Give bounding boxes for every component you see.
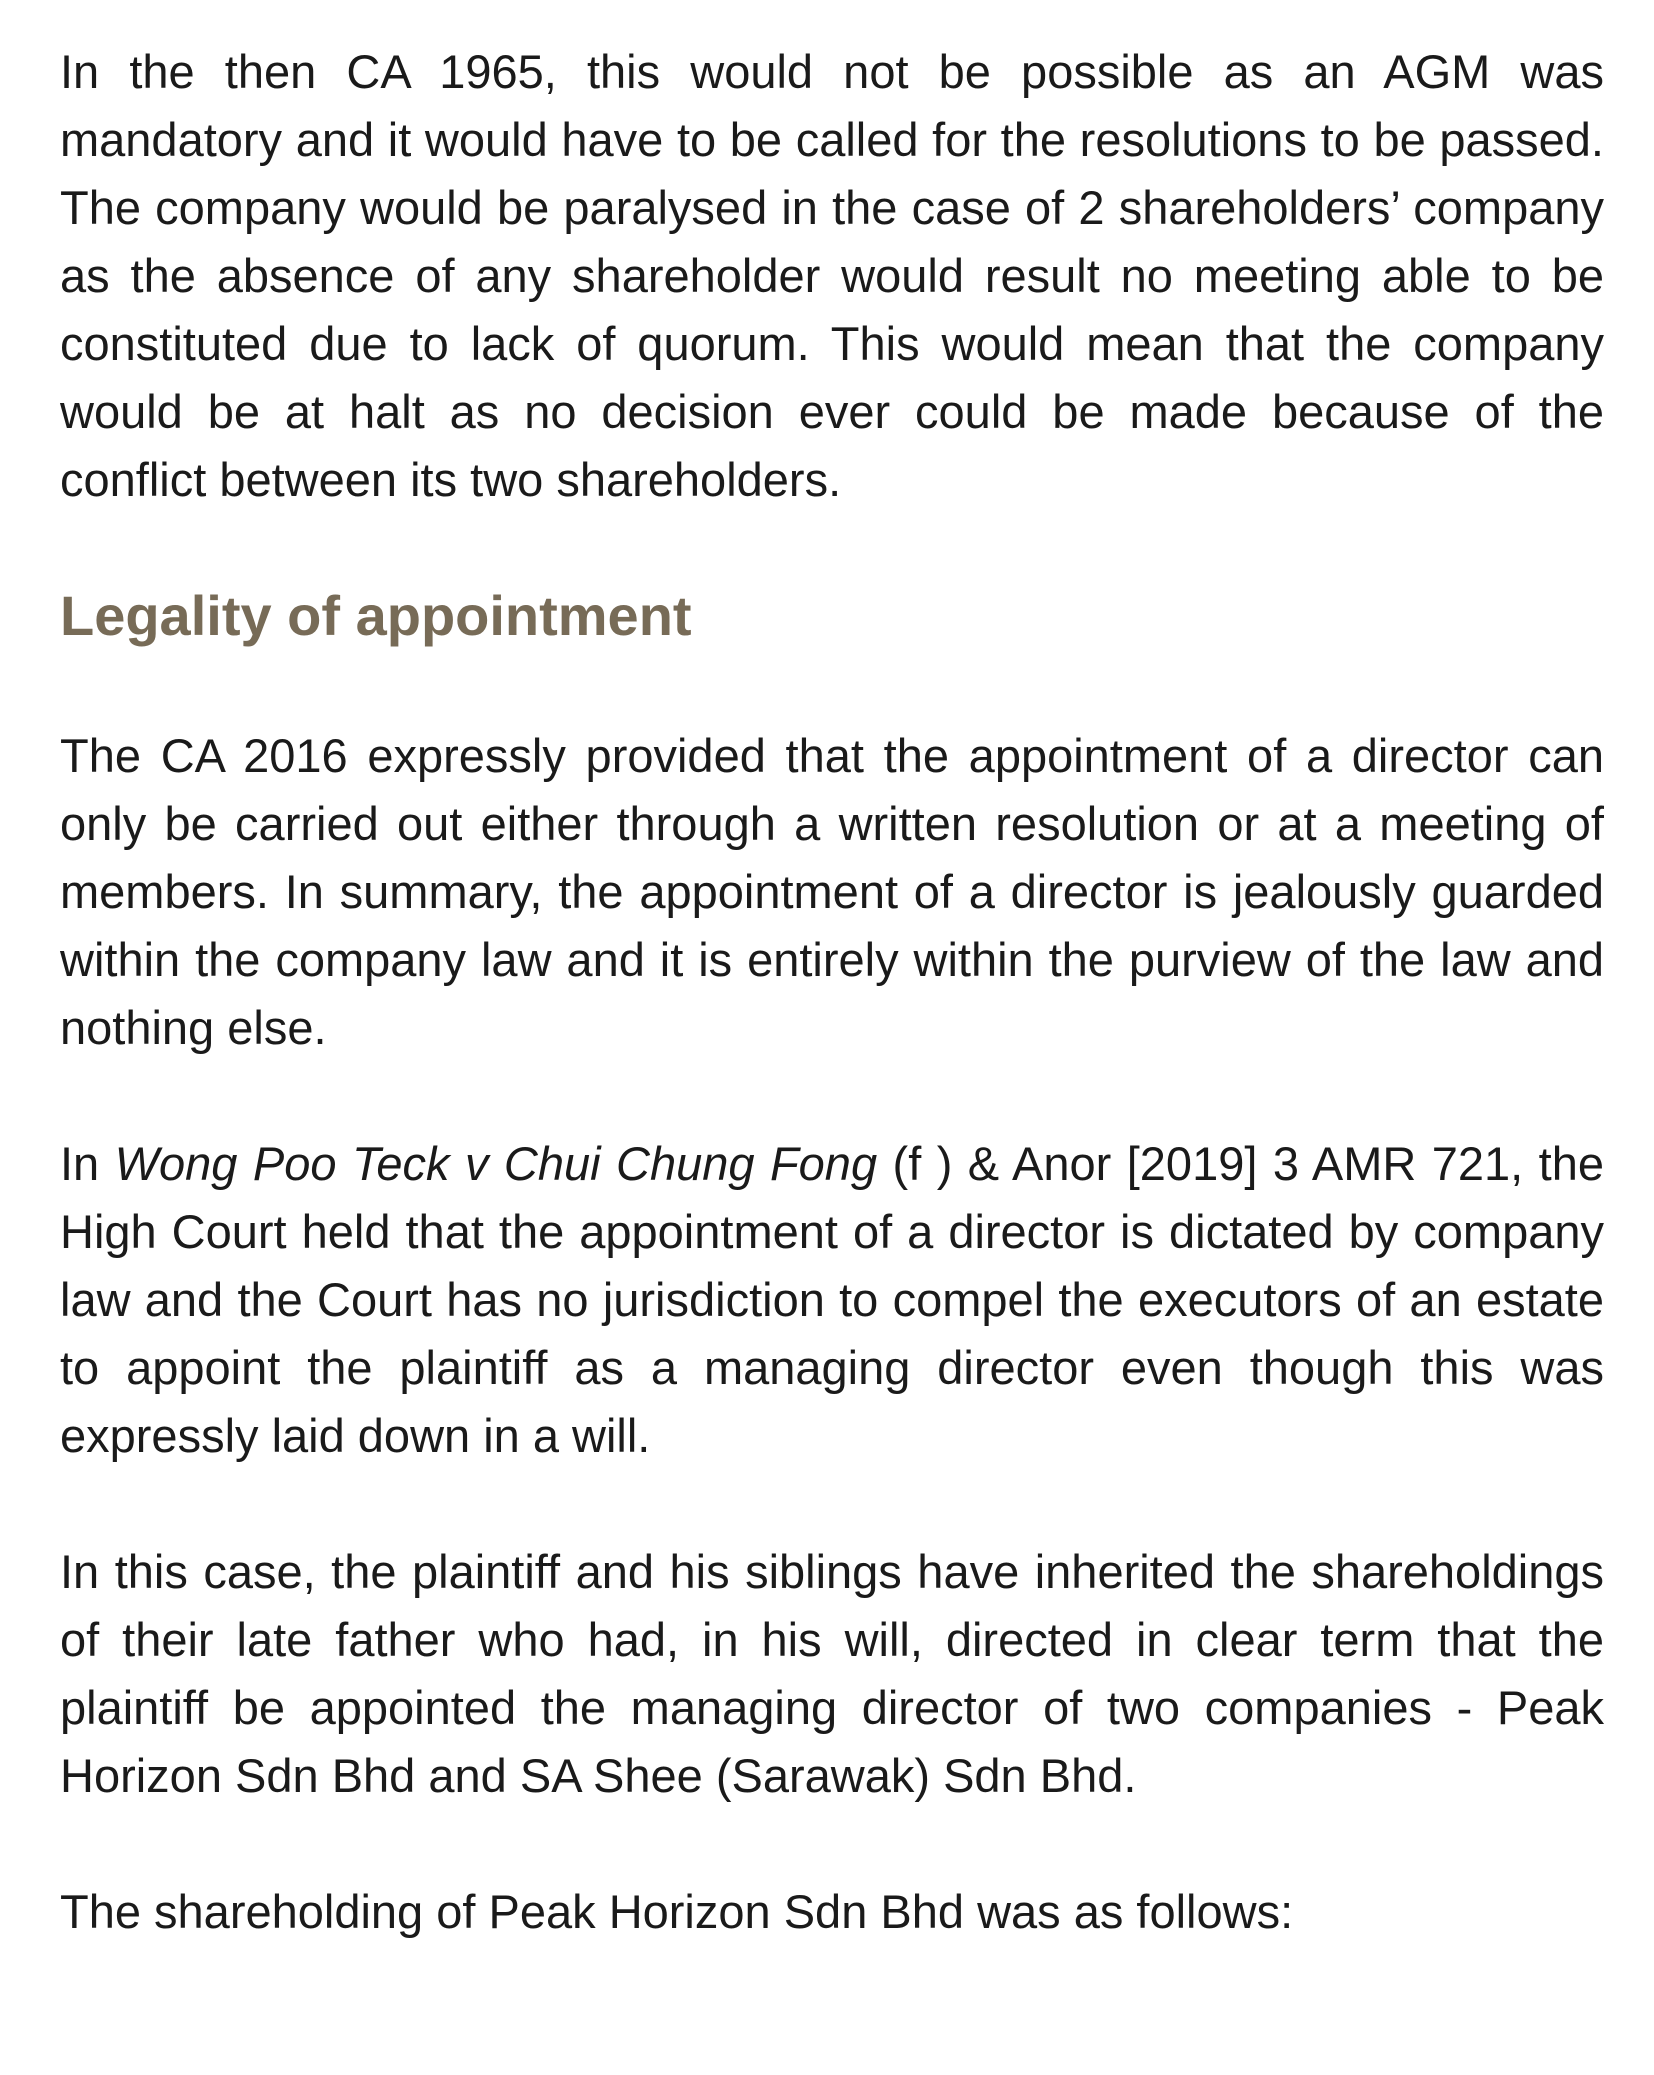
paragraph-ca1965: In the then CA 1965, this would not be possible as an AGM was mandatory and it would have to be called for the resolutions to be passed. The company would be paralysed in the case of 2 shareholders’ company as the absence of any shareholder would result no meeting able to be constituted due to lack of quorum. This would mean that the company would be at halt as no decision ever could be made because of the conflict between its two shareholders.	[60, 45, 1604, 506]
case-prefix: In	[60, 1137, 115, 1190]
paragraph-case-facts: In this case, the plaintiff and his siblings have inherited the shareholdings of their late father who had, in his will, directed in clear term that the plaintiff be appointed the managing director of two companies - Peak Horizon Sdn Bhd and SA Shee (Sarawak) Sdn Bhd.	[60, 1545, 1604, 1802]
paragraph-shareholding-intro: The shareholding of Peak Horizon Sdn Bhd was as follows:	[60, 1885, 1294, 1938]
case-details: (f ) & Anor [2019] 3 AMR 721, the High Court held that the appointment of a director is dictated by company law and the Court has no jurisdiction to compel the executors of an estate to appoint the plaintiff as a managing director even though this was expressly laid down in a will.	[60, 1137, 1605, 1462]
paragraph-case-citation	[60, 1130, 1604, 1470]
document-page	[60, 38, 1604, 1946]
paragraph-ca2016: The CA 2016 expressly provided that the appointment of a director can only be carried out either through a written resolution or at a meeting of members. In summary, the appointment of a director is jealously guarded within the company law and it is entirely within the purview of the law and nothing else.	[60, 729, 1604, 1054]
case-name: Wong Poo Teck v Chui Chung Fong	[114, 1137, 878, 1190]
section-heading: Legality of appointment	[60, 584, 692, 647]
